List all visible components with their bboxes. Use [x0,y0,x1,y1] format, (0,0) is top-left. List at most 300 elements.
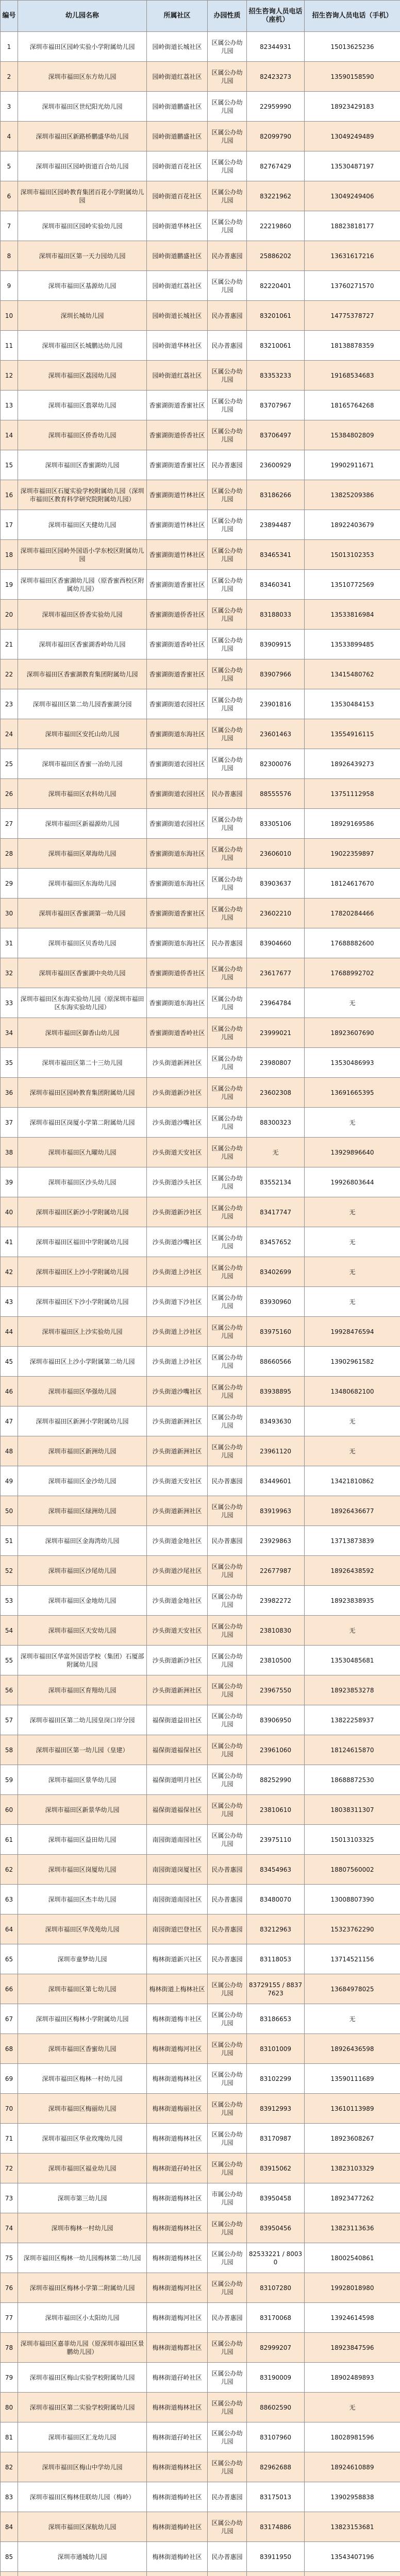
table-row [1,92,400,122]
table-row [1,2273,400,2303]
cell-ownership-type: 区属公办幼儿园 [208,391,247,420]
cell-ownership-type: 区属公办幼儿园 [208,1496,247,1526]
cell-mobile: 14775378727 [305,301,400,331]
cell-community: 沙头街道沙尾社区 [147,1556,208,1586]
cell-mobile: 18923853278 [305,1675,400,1705]
cell-ownership-type: 区属公办幼儿园 [208,1556,247,1586]
cell-index: 80 [1,2393,18,2422]
cell-ownership-type: 区属公办幼儿园 [208,1406,247,1436]
cell-landline: 82999207 [247,2333,305,2363]
cell-landline: 82423273 [247,62,305,92]
cell-ownership-type: 区属公办幼儿园 [208,480,247,510]
cell-landline: 23980807 [247,1048,305,1078]
cell-community: 园岭街道鹏盛社区 [147,241,208,271]
cell-index: 59 [1,1765,18,1795]
cell-index: 25 [1,749,18,779]
header-kindergarten-name: 幼儿园名称 [18,1,147,32]
table-row [1,749,400,779]
cell-community: 沙头街道下沙社区 [147,1287,208,1317]
cell-index: 53 [1,1586,18,1616]
cell-index: 3 [1,92,18,122]
cell-landline: 82220401 [247,271,305,301]
cell-community: 沙头街道新洲社区 [147,1675,208,1705]
cell-ownership-type: 区属公办幼儿园 [208,1197,247,1227]
table-row [1,2542,400,2572]
table-row [1,1197,400,1227]
cell-ownership-type: 区属公办幼儿园 [208,151,247,181]
cell-landline: 25886202 [247,241,305,271]
cell-kindergarten-name: 深圳市福田区园岭外国语小学东校区附属幼儿园 [18,540,147,570]
table-row [1,361,400,391]
cell-kindergarten-name: 深圳市福田区新洲幼儿园 [18,1436,147,1466]
cell-index: 34 [1,1018,18,1048]
cell-landline: 83201061 [247,301,305,331]
cell-community: 香蜜湖街道竹林社区 [147,540,208,570]
cell-community: 梅林街道上梅林社区 [147,1974,208,2004]
cell-community: 梅林街道梅林社区 [147,2213,208,2243]
cell-kindergarten-name: 深圳市福田区香蜜湖香岭幼儿园 [18,630,147,659]
cell-kindergarten-name: 深圳市福田区金地幼儿园 [18,1586,147,1616]
cell-community: 香蜜湖街道竹林社区 [147,480,208,510]
table-row [1,1974,400,2004]
cell-mobile: 13823153681 [305,2512,400,2542]
cell-landline: 83919963 [247,1496,305,1526]
cell-kindergarten-name: 深圳市福田区华业玫瑰幼儿园 [18,2124,147,2154]
cell-index: 50 [1,1496,18,1526]
cell-kindergarten-name: 深圳市福田区园岭教育集团附属幼儿园 [18,1078,147,1108]
cell-ownership-type: 区属公办幼儿园 [208,420,247,450]
cell-index: 24 [1,719,18,749]
cell-index: 11 [1,331,18,361]
cell-landline: 82344931 [247,32,305,62]
cell-ownership-type: 区属公办幼儿园 [208,32,247,62]
cell-mobile: 18028981596 [305,2422,400,2452]
cell-kindergarten-name: 深圳市福田区福田中学附属幼儿园 [18,1227,147,1257]
cell-mobile: 13713873839 [305,1526,400,1556]
table-row [1,809,400,839]
cell-kindergarten-name: 深圳市福田区御香山幼儿园 [18,1018,147,1048]
cell-landline: 83460341 [247,570,305,600]
cell-mobile: 13610113989 [305,2094,400,2124]
cell-landline: 83174886 [247,2512,305,2542]
cell-index: 74 [1,2213,18,2243]
cell-community: 香蜜湖街道侨香社区 [147,600,208,630]
cell-mobile: 13929896640 [305,1138,400,1167]
cell-mobile: 18165764268 [305,391,400,420]
table-row [1,1616,400,1646]
cell-mobile: 13691665395 [305,1078,400,1108]
cell-ownership-type: 区属公办幼儿园 [208,1735,247,1765]
cell-kindergarten-name: 深圳市福田区育翔幼儿园 [18,1675,147,1705]
cell-mobile: 15013103325 [305,1825,400,1855]
cell-mobile: 18902489893 [305,2363,400,2393]
cell-community: 南园街道岗厦社区 [147,1855,208,1885]
cell-ownership-type: 区属公办幼儿园 [208,1586,247,1616]
cell-landline: 23894487 [247,510,305,540]
cell-community: 福保街道益田社区 [147,1705,208,1735]
cell-index: 14 [1,420,18,450]
cell-mobile: 19926803644 [305,1167,400,1197]
cell-mobile: 无 [305,1257,400,1287]
cell-ownership-type: 区属公办幼儿园 [208,540,247,570]
cell-index: 72 [1,2154,18,2183]
table-row [1,480,400,510]
table-row [1,32,400,62]
cell-kindergarten-name: 深圳市福田区益田幼儿园 [18,1825,147,1855]
cell-community: 福保街道福保社区 [147,1735,208,1765]
cell-community: 梅林街道新兴社区 [147,1944,208,1974]
table-row [1,1287,400,1317]
cell-ownership-type: 区属公办幼儿园 [208,839,247,869]
header-ownership-type: 办园性质 [208,1,247,32]
cell-index: 26 [1,779,18,809]
table-row [1,181,400,211]
cell-landline: 83175013 [247,2482,305,2512]
cell-landline: 无 [247,1138,305,1167]
cell-landline: 23810500 [247,1646,305,1675]
cell-community: 香蜜湖街道东海社区 [147,839,208,869]
cell-index: 28 [1,839,18,869]
cell-community: 沙头街道新沙社区 [147,1197,208,1227]
cell-ownership-type: 区属公办幼儿园 [208,1048,247,1078]
cell-mobile: 13008807390 [305,1885,400,1914]
cell-community: 沙头街道上沙社区 [147,1257,208,1287]
cell-community: 梅林街道梅丰社区 [147,2004,208,2034]
table-row [1,1885,400,1914]
table-row [1,2422,400,2452]
cell-landline: 83904660 [247,928,305,958]
cell-index: 13 [1,391,18,420]
cell-kindergarten-name: 深圳市福田区岗厦幼儿园 [18,1855,147,1885]
cell-community: 梅林街道孖岭社区 [147,2154,208,2183]
cell-kindergarten-name: 深圳市福田区华茂苑幼儿园 [18,1914,147,1944]
cell-community: 沙头街道上沙社区 [147,1317,208,1347]
cell-ownership-type: 区属公办幼儿园 [208,1018,247,1048]
cell-landline: 83480070 [247,1885,305,1914]
cell-community: 梅林街道梅林社区 [147,2393,208,2422]
cell-community: 梅林街道孖岭社区 [147,2422,208,2452]
cell-index: 60 [1,1795,18,1825]
cell-ownership-type: 区属公办幼儿园 [208,1108,247,1138]
cell-landline: 22677987 [247,1556,305,1586]
cell-landline: 83454963 [247,1855,305,1885]
cell-kindergarten-name: 深圳市福田区华富外国语学校（集团）石厦部附属幼儿园 [18,1646,147,1675]
cell-mobile: 18002540861 [305,2243,400,2273]
table-row [1,1646,400,1675]
cell-index: 6 [1,181,18,211]
table-row [1,1735,400,1765]
cell-ownership-type: 区属公办幼儿园 [208,1227,247,1257]
cell-index: 8 [1,241,18,271]
cell-landline: 23601463 [247,719,305,749]
cell-community: 梅林街道梅岭社区 [147,2482,208,2512]
cell-index [1,2572,18,2576]
cell-index: 62 [1,1855,18,1885]
cell-ownership-type: 区属公办幼儿园 [208,2213,247,2243]
cell-index: 56 [1,1675,18,1705]
cell-kindergarten-name: 深圳市福田区新景华幼儿园 [18,1795,147,1825]
table-row [1,2452,400,2482]
cell-community: 梅林街道梅丽社区 [147,2094,208,2124]
table-row [1,779,400,809]
cell-kindergarten-name: 深圳市福田区沙头幼儿园 [18,1167,147,1197]
cell-community: 沙头街道上沙社区 [147,1347,208,1377]
cell-kindergarten-name: 深圳市梅林一村幼儿园 [18,2213,147,2243]
cell-mobile: 13049249489 [305,122,400,151]
cell-ownership-type: 区属公办幼儿园 [208,899,247,928]
cell-ownership-type: 区属公办幼儿园 [208,1287,247,1317]
table-row [1,2512,400,2542]
cell-index: 15 [1,450,18,480]
cell-kindergarten-name: 深圳市福田区天安幼儿园 [18,1616,147,1646]
cell-ownership-type: 民办普惠园 [208,1914,247,1944]
cell-landline: 83107280 [247,2273,305,2303]
table-row [1,2243,400,2273]
cell-kindergarten-name: 深圳市福田区梅林佳联幼儿园（梅岭） [18,2482,147,2512]
cell-community: 梅林街道梅林社区 [147,2452,208,2482]
table-row [1,1257,400,1287]
cell-landline: 83729155 / 88377623 [247,1974,305,2004]
cell-landline: 23810830 [247,1616,305,1646]
cell-kindergarten-name: 深圳市福田区绿洲幼儿园 [18,1496,147,1526]
table-row [1,1377,400,1406]
cell-ownership-type: 区属公办幼儿园 [208,988,247,1018]
cell-mobile: 15013625236 [305,32,400,62]
cell-ownership-type: 民办普惠园 [208,2482,247,2512]
table-row [1,122,400,151]
cell-mobile: 13530487197 [305,151,400,181]
cell-kindergarten-name: 深圳市福田区东方幼儿园 [18,62,147,92]
cell-mobile: 无 [305,1436,400,1466]
cell-index: 2 [1,62,18,92]
cell-community: 沙头街道新沙社区 [147,1646,208,1675]
cell-community: 梅林街道梅林社区 [147,2124,208,2154]
cell-community: 福保街道明月社区 [147,1765,208,1795]
cell-community: 园岭街道长城社区 [147,301,208,331]
table-body [1,32,400,2576]
cell-landline: 83950456 [247,2213,305,2243]
header-index: 编号 [1,1,18,32]
cell-landline: 83107960 [247,2422,305,2452]
header-mobile: 招生咨询人员电话（手机） [305,1,400,32]
cell-mobile: 18922403679 [305,510,400,540]
cell-index: 40 [1,1197,18,1227]
cell-landline: 83911950 [247,2542,305,2572]
table-row [1,271,400,301]
cell-community: 梅林街道梅林社区 [147,2183,208,2213]
cell-mobile: 19022359897 [305,839,400,869]
cell-index: 12 [1,361,18,391]
cell-community: 沙头街道天安社区 [147,1138,208,1167]
cell-landline: 83186266 [247,480,305,510]
cell-community: 福保街道福保社区 [147,1795,208,1825]
cell-mobile: 18138878359 [305,331,400,361]
cell-landline: 83915062 [247,2154,305,2183]
table-row [1,1795,400,1825]
cell-mobile: 15323762290 [305,1914,400,1944]
cell-mobile: 13760271570 [305,271,400,301]
cell-landline: 83353233 [247,361,305,391]
cell-index: 83 [1,2482,18,2512]
cell-index: 35 [1,1048,18,1078]
cell-index: 73 [1,2183,18,2213]
table-row [1,62,400,92]
table-row [1,1675,400,1705]
cell-mobile: 18923429183 [305,92,400,122]
header-community: 所属社区 [147,1,208,32]
cell-index: 32 [1,958,18,988]
cell-community: 沙头街道新洲社区 [147,1436,208,1466]
cell-mobile: 无 [305,988,400,1018]
cell-community [147,2572,208,2576]
cell-mobile: 18923608267 [305,2124,400,2154]
cell-ownership-type: 民办普惠园 [208,1466,247,1496]
cell-community: 南园街道南园社区 [147,1825,208,1855]
cell-landline: 23617677 [247,958,305,988]
cell-ownership-type: 区属公办幼儿园 [208,719,247,749]
cell-index: 63 [1,1885,18,1914]
cell-kindergarten-name: 深圳市福田区贝香幼儿园 [18,928,147,958]
cell-landline: 88660566 [247,1347,305,1377]
cell-ownership-type: 民办普惠园 [208,331,247,361]
cell-ownership-type: 区属公办幼儿园 [208,2333,247,2363]
cell-kindergarten-name: 深圳市福田区福业幼儿园 [18,2154,147,2183]
cell-mobile: 18923838935 [305,1586,400,1616]
table-row [1,2482,400,2512]
table-row [1,2393,400,2422]
table-row [1,2183,400,2213]
table-row [1,2572,400,2576]
cell-community: 梅林街道梅都社区 [147,2333,208,2363]
cell-ownership-type: 区属公办幼儿园 [208,1825,247,1855]
cell-ownership-type: 区属公办幼儿园 [208,2094,247,2124]
table-row [1,899,400,928]
cell-kindergarten-name: 深圳市福田区金沙幼儿园 [18,1466,147,1496]
cell-mobile: 18926436598 [305,2034,400,2064]
cell-kindergarten-name: 深圳市福田区杰丰幼儿园 [18,1885,147,1914]
cell-mobile: 无 [305,1197,400,1227]
cell-mobile: 18926436677 [305,1496,400,1526]
cell-mobile: 13530484153 [305,689,400,719]
cell-ownership-type [208,2572,247,2576]
cell-landline [247,2572,305,2576]
cell-ownership-type: 区属公办幼儿园 [208,271,247,301]
cell-ownership-type: 区属公办幼儿园 [208,92,247,122]
cell-mobile [305,2572,400,2576]
cell-kindergarten-name: 深圳市福田区上沙小学附属第二幼儿园 [18,1347,147,1377]
table-row [1,1765,400,1795]
cell-community: 园岭街道华林社区 [147,331,208,361]
cell-kindergarten-name: 深圳市福田区东海幼儿园 [18,869,147,899]
cell-ownership-type: 区属公办幼儿园 [208,1317,247,1347]
cell-index: 70 [1,2094,18,2124]
cell-index: 51 [1,1526,18,1556]
cell-ownership-type: 区属公办幼儿园 [208,2064,247,2094]
table-row [1,540,400,570]
cell-kindergarten-name: 深圳市福田区梅林小学第二附属幼儿园 [18,2273,147,2303]
cell-ownership-type: 区属公办幼儿园 [208,809,247,839]
cell-mobile: 13554916115 [305,719,400,749]
cell-community: 香蜜湖街道侨香社区 [147,420,208,450]
cell-index: 42 [1,1257,18,1287]
cell-mobile: 18924610889 [305,2452,400,2482]
cell-community: 香蜜湖街道东海社区 [147,988,208,1018]
cell-index: 23 [1,689,18,719]
cell-index: 5 [1,151,18,181]
cell-ownership-type: 区属公办幼儿园 [208,2243,247,2273]
cell-community: 园岭街道百花社区 [147,151,208,181]
table-row [1,719,400,749]
cell-landline: 23600929 [247,450,305,480]
cell-landline: 83707967 [247,391,305,420]
cell-mobile: 18807560002 [305,1855,400,1885]
cell-ownership-type: 区属公办幼儿园 [208,1974,247,2004]
cell-kindergarten-name: 深圳市福田区侨香实验幼儿园 [18,600,147,630]
cell-kindergarten-name: 深圳市福田区新沙小学附属幼儿园 [18,1197,147,1227]
cell-kindergarten-name: 深圳市福田区第二幼儿园香蜜湖分园 [18,689,147,719]
cell-ownership-type: 区属公办幼儿园 [208,958,247,988]
cell-ownership-type: 区属公办幼儿园 [208,1616,247,1646]
table-row [1,420,400,450]
cell-mobile: 18923477262 [305,2183,400,2213]
cell-mobile: 18923847596 [305,2333,400,2363]
cell-ownership-type: 区属公办幼儿园 [208,1765,247,1795]
cell-kindergarten-name: 深圳市通城幼儿园 [18,2542,147,2572]
cell-mobile: 13480682100 [305,1377,400,1406]
cell-kindergarten-name: 深圳市福田区东海实验幼儿园（原深圳市福田区东海实验幼儿园） [18,988,147,1018]
cell-landline: 23810610 [247,1795,305,1825]
cell-ownership-type: 区属公办幼儿园 [208,1167,247,1197]
cell-ownership-type: 区属公办幼儿园 [208,869,247,899]
cell-ownership-type: 区属公办幼儿园 [208,2363,247,2393]
cell-mobile: 18124615870 [305,1735,400,1765]
cell-community: 沙头街道沙头社区 [147,1167,208,1197]
table-row [1,1855,400,1885]
cell-index: 29 [1,869,18,899]
cell-landline: 83465341 [247,540,305,570]
cell-index: 45 [1,1347,18,1377]
cell-mobile: 13631617216 [305,241,400,271]
table-row [1,2303,400,2333]
table-row [1,301,400,331]
cell-landline: 83305106 [247,809,305,839]
cell-index: 1 [1,32,18,62]
cell-community: 沙头街道天安社区 [147,1616,208,1646]
cell-ownership-type: 区属公办幼儿园 [208,510,247,540]
table-row [1,630,400,659]
cell-mobile: 13530486993 [305,1048,400,1078]
cell-index: 78 [1,2333,18,2363]
cell-landline: 83493630 [247,1406,305,1436]
cell-index: 77 [1,2303,18,2333]
table-row [1,2034,400,2064]
cell-community: 南园街道巴登社区 [147,1914,208,1944]
cell-kindergarten-name: 深圳市福田区第二幼儿园皇岗口岸分园 [18,1705,147,1735]
cell-landline: 23929863 [247,1526,305,1556]
cell-index: 17 [1,510,18,540]
cell-mobile: 13533899485 [305,630,400,659]
cell-kindergarten-name: 深圳市福田区香蜜一冶幼儿园 [18,749,147,779]
cell-ownership-type: 区属公办幼儿园 [208,2004,247,2034]
cell-kindergarten-name: 深圳市福田区新福源幼儿园 [18,809,147,839]
cell-kindergarten-name: 深圳市福田区金海湾幼儿园 [18,1526,147,1556]
cell-index: 38 [1,1138,18,1167]
cell-kindergarten-name: 深圳市福田区第七幼儿园 [18,1974,147,2004]
table-row [1,211,400,241]
cell-mobile: 17688992702 [305,958,400,988]
cell-ownership-type: 民办普惠园 [208,1855,247,1885]
cell-community: 香蜜湖街道东海社区 [147,869,208,899]
